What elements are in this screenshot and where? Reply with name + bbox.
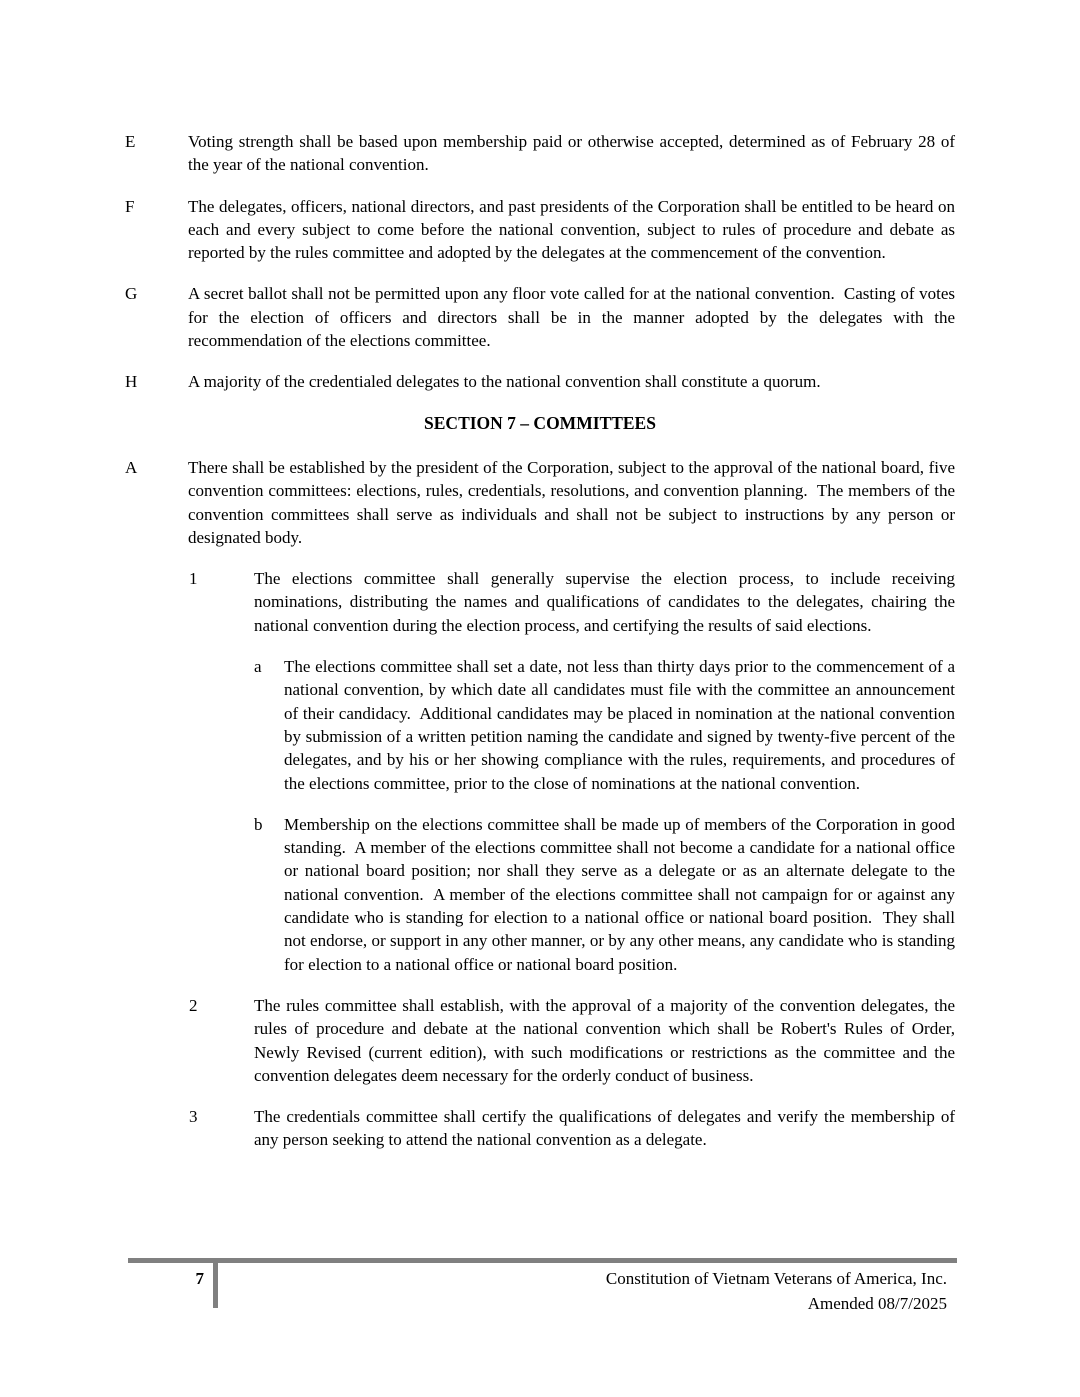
subclause-1-text: The elections committee shall generally supervise the election process, to include receiving nominations, distributing the names and qualifications of candidates to the delegates, chairing the national convention during the election process, and certifying the results of said elections. bbox=[254, 569, 960, 635]
subitem-a-text: The elections committee shall set a date, not less than thirty days prior to the commencement of a national convention, by which date all candidates must file with the committee an announcement of their candidacy. Additional candidates may be placed in nomination at the national convention by submission of a written petition naming the candidate and signed by twenty-five percent of the delegates, and by his or her showing compliance with the rules, requirements, and procedures of the elections committee, prior to the close of nominations at the national convention. bbox=[284, 657, 960, 793]
document-body bbox=[125, 130, 960, 1170]
clause-G bbox=[125, 282, 960, 352]
page-number: 7 bbox=[195, 1269, 204, 1288]
clause-G-marker: G bbox=[125, 284, 138, 304]
clause-E bbox=[125, 130, 960, 177]
section-heading: SECTION 7 – COMMITTEES bbox=[424, 412, 656, 433]
footer-org-line: Constitution of Vietnam Veterans of America, Inc. bbox=[605, 1269, 947, 1288]
clause-E-text: Voting strength shall be based upon membership paid or otherwise accepted, determined as of February 28 of the year of the national convention. bbox=[188, 132, 960, 175]
subclause-1-marker: 1 bbox=[189, 569, 198, 589]
subitem-b-text: Membership on the elections committee shall be made up of members of the Corporation in good standing. A member of the elections committee shall not become a candidate for a national office or national board position; nor shall they serve as a delegate or as an alternate delegate to the national convention. A member of the elections committee shall not campaign for or against any candidate who is standing for election to a national office or national board position. They shall not endorse, or support in any other manner, or by any other means, any candidate who is standing for election to a national office or national board position. bbox=[284, 814, 960, 974]
subitem-b bbox=[254, 813, 960, 976]
clause-A-text: There shall be established by the president of the Corporation, subject to the approval of the national board, five convention committees: elections, rules, credentials, resolutions, and convention planning. The members of the convention committees shall serve as individuals and shall not be subject to instructions by any person or designated body. bbox=[188, 457, 960, 547]
subclause-2-text: The rules committee shall establish, with the approval of a majority of the convention delegates, the rules of procedure and debate at the national convention which shall be Robert's Rules of Order, Newly Revised (current edition), with such modifications or restrictions as the committee and the convention delegates deem necessary for the orderly conduct of business. bbox=[254, 995, 960, 1085]
subclause-3 bbox=[189, 1105, 960, 1152]
footer-amended-line: Amended 08/7/2025 bbox=[807, 1294, 947, 1313]
subclause-2-marker: 2 bbox=[189, 995, 198, 1015]
page-footer bbox=[128, 1258, 957, 1316]
clause-G-text: A secret ballot shall not be permitted upon any floor vote called for at the national convention. Casting of votes for the election of officers and directors shall be in the manner adopted by the delegates with the recommendation of the elections committee. bbox=[188, 284, 960, 351]
clause-A bbox=[125, 456, 960, 549]
subitem-a bbox=[254, 655, 960, 795]
subclause-1 bbox=[189, 567, 960, 637]
clause-E-marker: E bbox=[125, 132, 136, 151]
subitem-b-marker: b bbox=[254, 814, 263, 834]
clause-H-text: A majority of the credentialed delegates to the national convention shall constitute a quorum. bbox=[188, 372, 821, 392]
footer-text-block bbox=[218, 1263, 957, 1316]
clause-F bbox=[125, 195, 960, 265]
clause-F-marker: F bbox=[125, 196, 135, 216]
clause-H-marker: H bbox=[125, 372, 138, 392]
subclause-3-text: The credentials committee shall certify the qualifications of delegates and verify the membership of any person seeking to attend the national convention as a delegate. bbox=[254, 1107, 960, 1150]
subitem-a-marker: a bbox=[254, 657, 262, 677]
subclause-2 bbox=[189, 994, 960, 1087]
subclause-3-marker: 3 bbox=[189, 1107, 198, 1127]
clause-H bbox=[125, 370, 955, 393]
clause-A-marker: A bbox=[125, 457, 138, 477]
clause-F-text: The delegates, officers, national directors, and past presidents of the Corporation shall be entitled to be heard on each and every subject to come before the national convention, subject to rules of procedure and debate as reported by the rules committee and adopted by the delegates at the commencement of the convention. bbox=[188, 196, 960, 263]
